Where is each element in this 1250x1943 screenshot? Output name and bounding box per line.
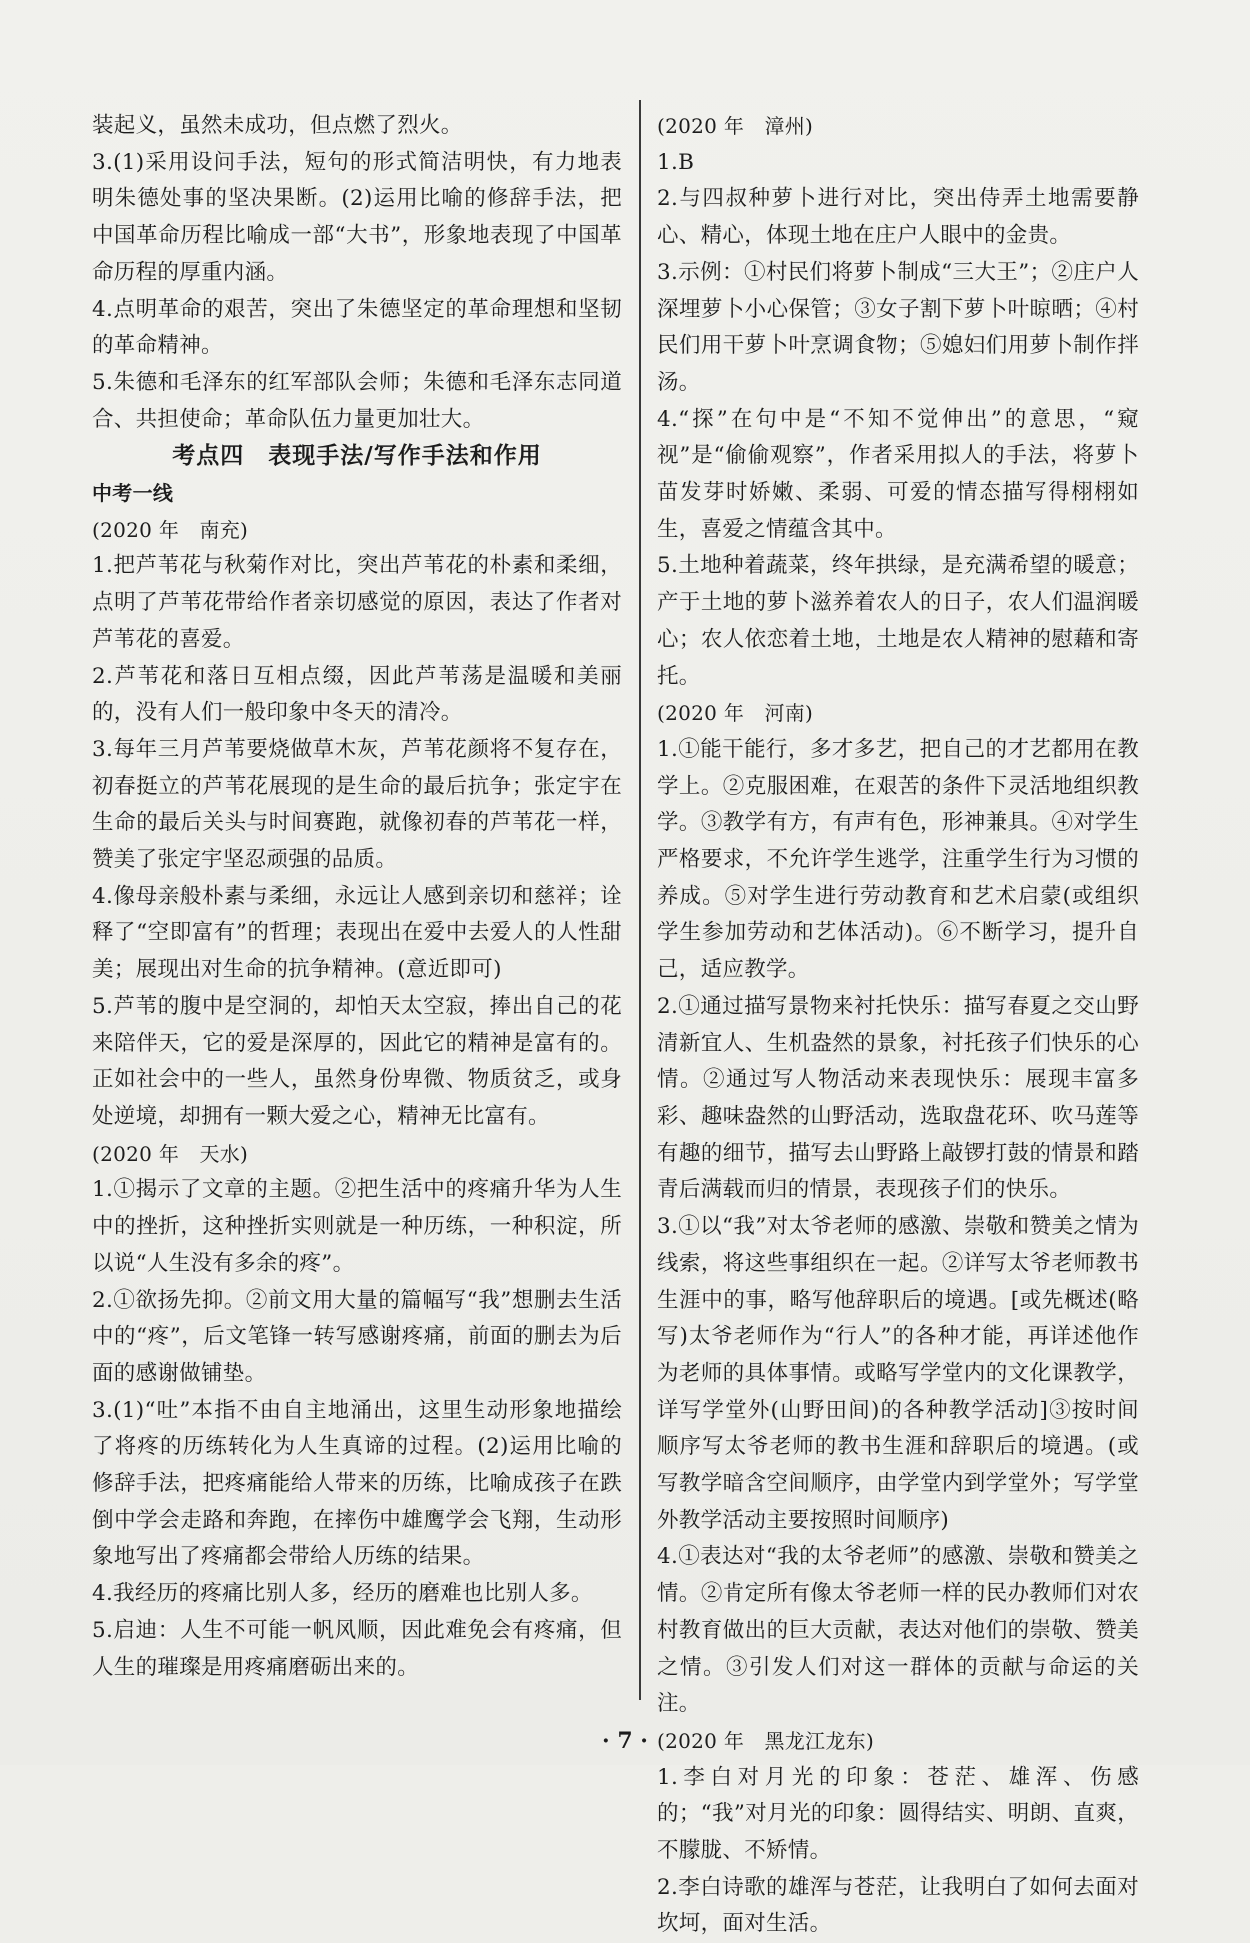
answer-line: 1.①揭示了文章的主题。②把生活中的疼痛升华为人生中的挫折，这种挫折实则就是一种历练，一种积淀，所以说“人生没有多余的疼”。 [92,1177,622,1276]
answer-line: 1.把芦苇花与秋菊作对比，突出芦苇花的朴素和柔细，点明了芦苇花带给作者亲切感觉的原因，表达了作者对芦苇花的喜爱。 [92,553,622,652]
page-number: · 7 · [602,1728,648,1754]
answer-line: 4.①表达对“我的太爷老师”的感激、崇敬和赞美之情。②肯定所有像太爷老师一样的民办教师们对农村教育做出的巨大贡献，表达对他们的崇敬、赞美之情。③引发人们对这一群体的贡献与命运的关注。 [657,1544,1139,1717]
answer-line: 3.示例：①村民们将萝卜制成“三大王”；②庄户人深埋萝卜小心保管；③女子割下萝卜叶晾晒；④村民们用干萝卜叶烹调食物；⑤媳妇们用萝卜制作拌汤。 [657,259,1139,395]
answer-line: 3.(1)采用设问手法，短句的形式简洁明快，有力地表明朱德处事的坚决果断。(2)运用比喻的修辞手法，把中国革命历程比喻成一部“大书”，形象地表现了中国革命历程的厚重内涵。 [92,149,622,285]
left-column [92,108,622,1686]
sub-heading: 中考一线 [92,481,174,506]
answer-line: 4.我经历的疼痛比别人多，经历的磨难也比别人多。 [92,1581,593,1607]
answer-line: 3.①以“我”对太爷老师的感激、崇敬和赞美之情为线索，将这些事组织在一起。②详写太爷老师教书生涯中的事，略写他辞职后的境遇。[或先概述(略写)太爷老师作为“行人”的各种才能，再详述他作为老师的具体事情。或略写学堂内的文化课教学，详写学堂外(山野田间)的各种教学活动]③按时间顺序写太爷老师的教书生涯和辞职后的境遇。(或写教学暗含空间顺序，由学堂内到学堂外；写学堂外教学活动主要按照时间顺序) [657,1214,1139,1533]
section-heading: 考点四 表现手法/写作手法和作用 [172,443,542,470]
answer-line: 5.朱德和毛泽东的红军部队会师；朱德和毛泽东志同道合、共担使命；革命队伍力量更加壮大。 [92,369,622,432]
source-label: (2020 年 黑龙江龙东) [657,1728,875,1753]
answer-line: 装起义，虽然未成功，但点燃了烈火。 [92,113,463,138]
source-label: (2020 年 南充) [92,517,249,542]
answer-line: 2.与四叔种萝卜进行对比，突出侍弄土地需要静心、精心，体现土地在庄户人眼中的金贵。 [657,186,1139,249]
answer-line: 2.①欲扬先抑。②前文用大量的篇幅写“我”想删去生活中的“疼”，后文笔锋一转写感谢疼痛，前面的删去为后面的感谢做铺垫。 [92,1287,622,1386]
answer-line: 2.李白诗歌的雄浑与苍茫，让我明白了如何去面对坎坷，面对生活。 [657,1874,1139,1937]
answer-line: 4.“探”在句中是“不知不觉伸出”的意思，“窥视”是“偷偷观察”，作者采用拟人的手法，将萝卜苗发芽时娇嫩、柔弱、可爱的情态描写得栩栩如生，喜爱之情蕴含其中。 [657,406,1139,542]
answer-line: 2.①通过描写景物来衬托快乐：描写春夏之交山野清新宜人、生机盎然的景象，衬托孩子们快乐的心情。②通过写人物活动来表现快乐：展现丰富多彩、趣味盎然的山野活动，选取盘花环、吹马莲等有趣的细节，描写去山野路上敲锣打鼓的情景和踏青后满载而归的情景，表现孩子们的快乐。 [657,993,1139,1203]
answer-line: 4.像母亲般朴素与柔细，永远让人感到亲切和慈祥；诠释了“空即富有”的哲理；表现出在爱中去爱人的人性甜美；展现出对生命的抗争精神。(意近即可) [92,883,622,983]
answer-line: 1.B [657,149,695,175]
answer-line: 4.点明革命的艰苦，突出了朱德坚定的革命理想和坚韧的革命精神。 [92,296,622,359]
column-divider [639,100,641,1700]
answer-line: 2.芦苇花和落日互相点缀，因此芦苇荡是温暖和美丽的，没有人们一般印象中冬天的清冷。 [92,663,622,726]
answer-line: 3.(1)“吐”本指不由自主地涌出，这里生动形象地描绘了将疼的历练转化为人生真谛的过程。(2)运用比喻的修辞手法，把疼痛能给人带来的历练，比喻成孩子在跌倒中学会走路和奔跑，在摔伤中雄鹰学会飞翔，生动形象地写出了疼痛都会带给人历练的结果。 [92,1397,622,1570]
answer-line: 1.李白对月光的印象：苍茫、雄浑、伤感的；“我”对月光的印象：圆得结实、明朗、直爽，不朦胧、不矫情。 [657,1764,1139,1864]
answer-line: 1.①能干能行，多才多艺，把自己的才艺都用在教学上。②克服困难，在艰苦的条件下灵活地组织教学。③教学有方，有声有色，形神兼具。④对学生严格要求，不允许学生逃学，注重学生行为习惯的养成。⑤对学生进行劳动教育和艺术启蒙(或组织学生参加劳动和艺体活动)。⑥不断学习，提升自己，适应教学。 [657,736,1139,983]
source-label: (2020 年 漳州) [657,114,814,138]
source-label: (2020 年 天水) [92,1141,249,1166]
source-label: (2020 年 河南) [657,701,814,726]
answer-line: 5.土地种着蔬菜，终年拱绿，是充满希望的暖意；产于土地的萝卜滋养着农人的日子，农人们温润暖心；农人依恋着土地，土地是农人精神的慰藉和寄托。 [657,553,1139,689]
answer-line: 3.每年三月芦苇要烧做草木灰，芦苇花颜将不复存在，初春挺立的芦苇花展现的是生命的最后抗争；张定宇在生命的最后关头与时间赛跑，就像初春的芦苇花一样，赞美了张定宇坚忍顽强的品质。 [92,736,622,873]
answer-line: 5.芦苇的腹中是空洞的，却怕天太空寂，捧出自己的花来陪伴天，它的爱是深厚的，因此它的精神是富有的。正如社会中的一些人，虽然身份卑微、物质贫乏，或身处逆境，却拥有一颗大爱之心，精神无比富有。 [92,993,622,1129]
right-column [657,108,1139,1943]
answer-line: 5.启迪：人生不可能一帆风顺，因此难免会有疼痛，但人生的璀璨是用疼痛磨砺出来的。 [92,1617,622,1680]
